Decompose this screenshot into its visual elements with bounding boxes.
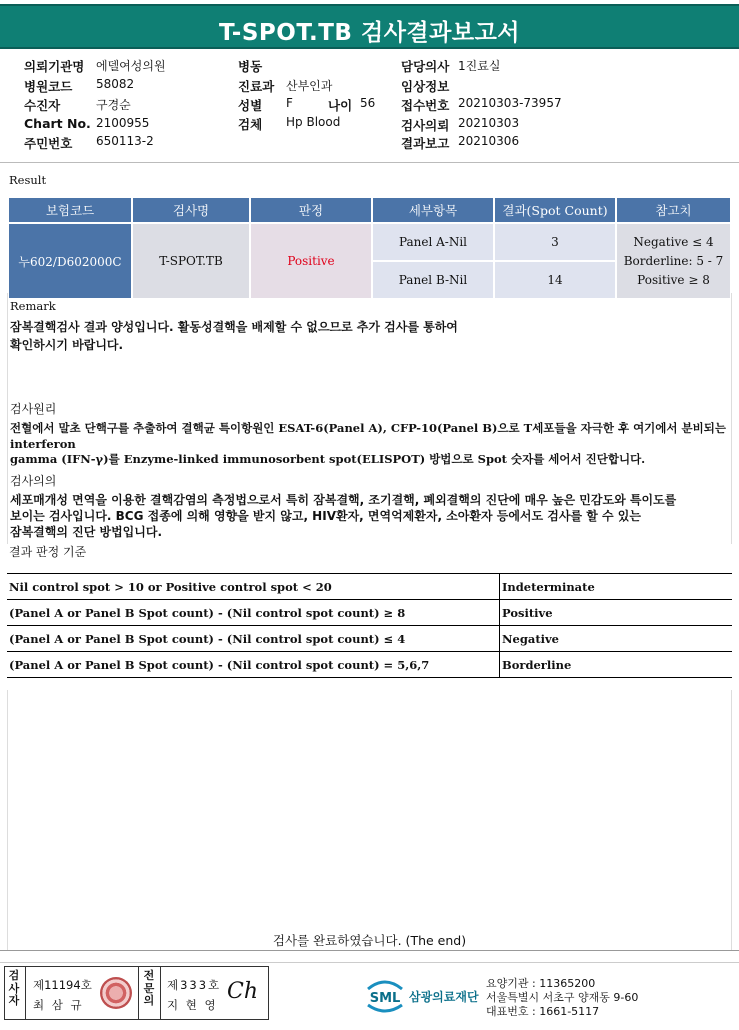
receipt-no-value: 20210303-73957 [458,96,562,110]
test-name-cell: T-SPOT.TB [132,223,250,299]
criteria-condition: (Panel A or Panel B Spot count) - (Nil control spot count) = 5,6,7 [7,652,500,678]
doctor-row: 담당의사 [401,59,450,74]
criteria-result: Negative [500,626,733,652]
col-judgement: 판정 [250,197,372,223]
table-row [7,574,732,600]
hospital-name-value: 에델여성의원 [96,59,166,73]
principle-line-2: interferon [10,437,76,451]
inspector-number: 제11194호 [33,978,92,992]
judgement-cell: Positive [250,223,372,299]
signature-box [4,966,269,1020]
ward-row: 병동 [238,59,263,74]
reference-positive: Positive ≥ 8 [637,272,710,287]
inspector-label: 검사자 [8,969,20,1007]
table-row [7,626,732,652]
remark-line-1: 잠복결핵검사 결과 양성입니다. 활동성결핵을 배제할 수 없으므로 추가 검사를 통하여 [10,320,458,334]
remark-box [7,293,732,396]
remark-caption: Remark [10,299,56,313]
doctor-value: 1진료실 [458,59,501,73]
detail-item-cell: Panel B-Nil [372,261,494,299]
result-table [7,196,732,300]
col-detail-item: 세부항목 [372,197,494,223]
detail-item-cell: Panel A-Nil [372,223,494,261]
title-banner [0,4,739,49]
footer-divider-bottom [0,962,739,963]
page-title: T-SPOT.TB 검사결과보고서 [218,20,520,46]
remark-line-2: 확인하시기 바랍니다. [10,338,124,352]
sign-divider [138,967,139,1019]
logo-text: SML [369,991,401,1006]
sml-logo-icon [364,975,406,1015]
criteria-result: Borderline [500,652,733,678]
chart-no-value: 2100955 [96,116,150,130]
col-result: 결과(Spot Count) [494,197,616,223]
hospital-name-row: 의뢰기관명 [24,59,85,74]
phone: 대표번호 : 1661-5117 [486,1005,600,1018]
table-row [7,652,732,678]
sex-value: F [286,96,293,110]
specimen-value: Hp Blood [286,115,341,129]
report-date-value: 20210306 [458,134,520,148]
care-code: 요양기관 : 11365200 [486,977,596,990]
age-label: 나이 [328,98,353,113]
col-reference: 참고치 [616,197,731,223]
header-divider [0,162,739,163]
spot-count-cell: 3 [494,223,616,261]
request-date-value: 20210303 [458,116,520,130]
hospital-code-row: 병원코드 [24,79,73,94]
end-text: 검사를 완료하였습니다. (The end) [272,933,467,948]
criteria-table [7,573,732,678]
patient-row: 수진자 [24,98,61,113]
principle-caption: 검사원리 [10,402,57,416]
specimen-row: 검체 [238,117,263,132]
result-caption: Result [9,173,47,187]
inspector-name: 최 삼 규 [33,998,84,1012]
reviewer-name: 지 현 영 [167,998,218,1012]
sex-row: 성별 [238,98,263,113]
sign-divider [25,967,26,1019]
significance-line-2: 보이는 검사입니다. BCG 접종에 의해 영향을 받지 않고, HIV환자, 면역억제환자, 소아환자 등에서도 검사를 할 수 있는 [10,509,641,523]
col-insurance-code: 보험코드 [8,197,132,223]
spot-count-cell: 14 [494,261,616,299]
request-date-row: 검사의뢰 [401,118,450,133]
reference-cell [616,223,731,299]
org-name: 삼광의료재단 [409,990,479,1004]
patient-value: 구경순 [96,98,131,112]
reviewer-number: 제333호 [167,978,222,992]
criteria-result: Indeterminate [500,574,733,600]
department-row: 진료과 [238,79,275,94]
report-date-row: 결과보고 [401,136,450,151]
reference-negative: Negative ≤ 4 [633,234,714,249]
significance-line-3: 잠복결핵의 진단 방법입니다. [10,525,163,539]
criteria-condition: (Panel A or Panel B Spot count) - (Nil control spot count) ≥ 8 [7,600,500,626]
reviewer-label: 전문의 [143,969,155,1007]
result-header-row [8,197,731,223]
sign-divider [160,967,161,1019]
seal-icon [100,977,132,1009]
principle-line-3: gamma (IFN-γ)를 Enzyme-linked immunosorbent spot(ELISPOT) 방법으로 Spot 숫자를 세어서 진단합니다. [10,452,646,466]
insurance-code-cell: 누602/D602000C [8,223,132,299]
blank-area [7,690,732,950]
criteria-caption: 결과 판정 기준 [9,545,87,559]
significance-caption: 검사의의 [10,474,57,488]
criteria-result: Positive [500,600,733,626]
resident-no-value: 650113-2 [96,134,154,148]
table-row [7,600,732,626]
chart-no-row: Chart No. [24,116,91,131]
criteria-condition: (Panel A or Panel B Spot count) - (Nil control spot count) ≤ 4 [7,626,500,652]
footer-divider-top [0,950,739,951]
hospital-code-value: 58082 [96,77,135,91]
principle-box [7,396,732,470]
significance-box [7,470,732,544]
table-row [8,223,731,261]
signature: Ch [227,979,259,1004]
receipt-no-row: 접수번호 [401,98,450,113]
reference-borderline: Borderline: 5 - 7 [623,253,724,268]
clinical-info-row: 임상정보 [401,79,450,94]
criteria-condition: Nil control spot > 10 or Positive control spot < 20 [7,574,500,600]
address: 서울특별시 서초구 양재동 9-60 [486,991,639,1004]
col-test-name: 검사명 [132,197,250,223]
principle-line-1: 전혈에서 말초 단핵구를 추출하여 결핵균 특이항원인 ESAT-6(Panel A), CFP-10(Panel B)으로 T세포들을 자극한 후 여기에서 분비되는 [10,421,726,435]
department-value: 산부인과 [286,79,333,93]
age-value: 56 [360,96,376,110]
significance-line-1: 세포매개성 면역을 이용한 결핵감염의 측정법으로서 특히 잠복결핵, 조기결핵, 폐외결핵의 진단에 매우 높은 민감도와 특이도를 [10,493,677,507]
resident-no-row: 주민번호 [24,136,73,151]
